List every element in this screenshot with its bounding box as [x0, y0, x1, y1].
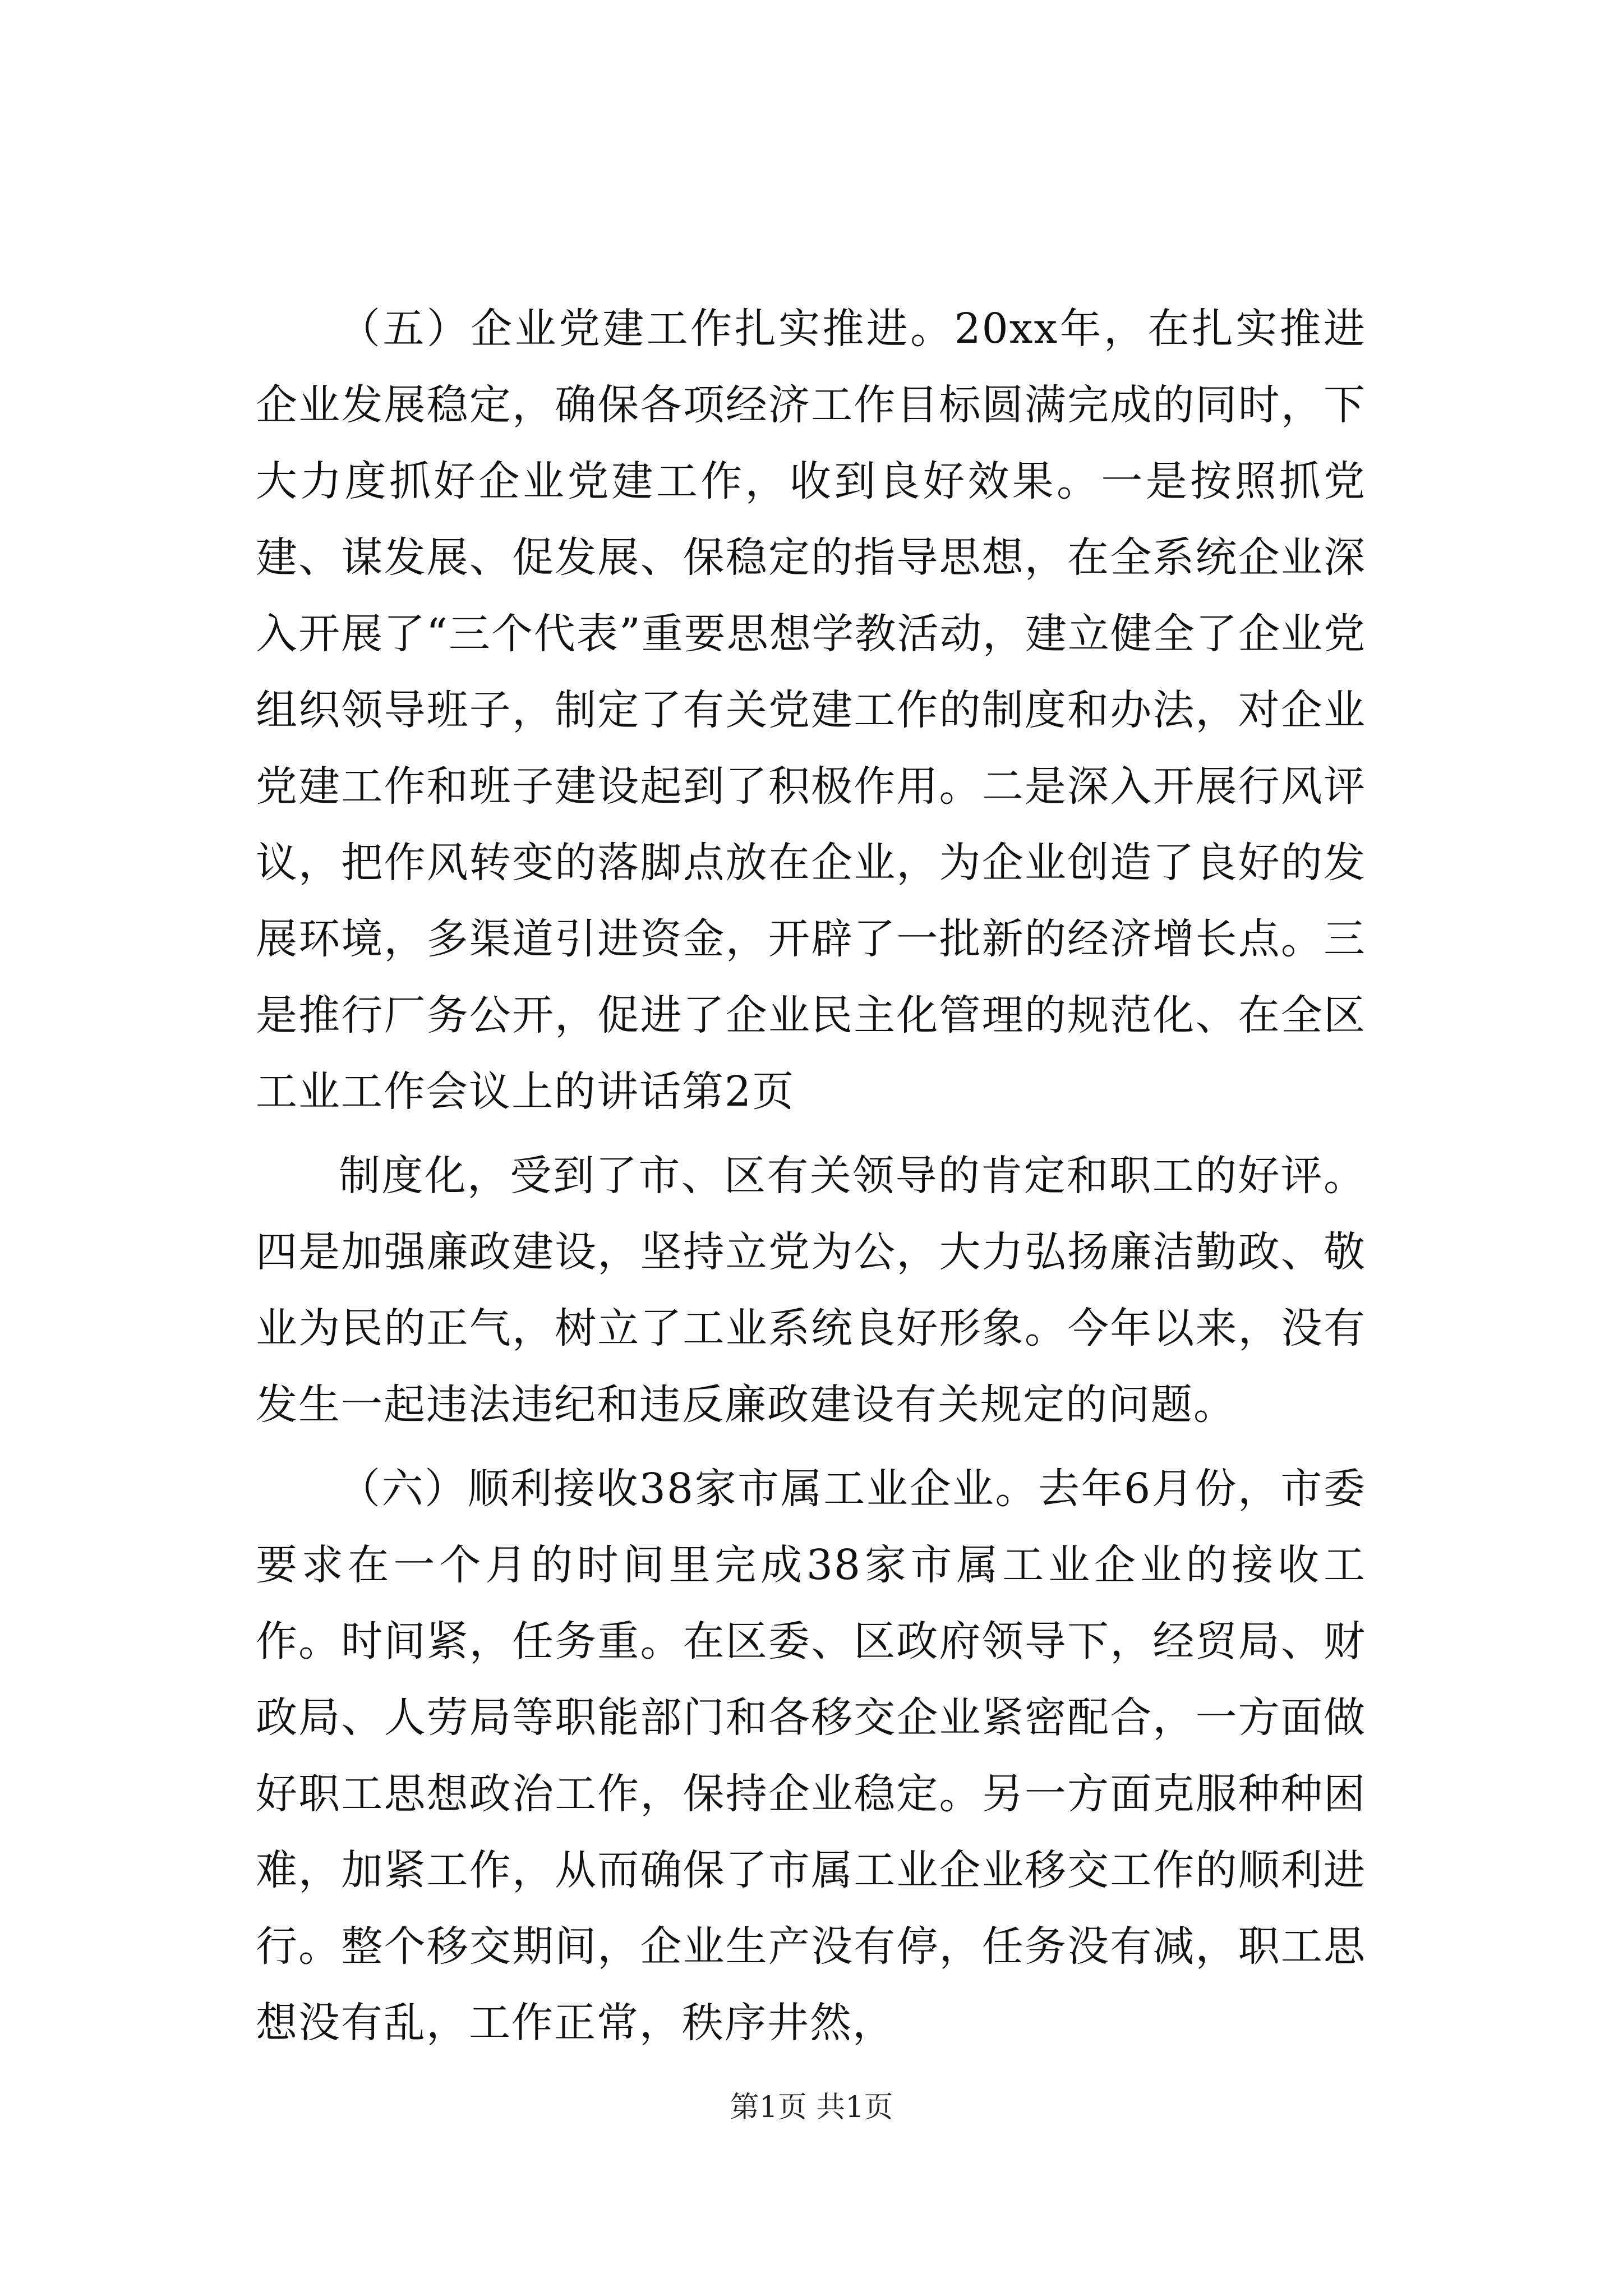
document-body [256, 291, 1366, 2061]
paragraph-integrity: 制度化，受到了市、区有关领导的肯定和职工的好评。四是加强廉政建设，坚持立党为公，大力弘扬廉洁勤政、敬业为民的正气，树立了工业系统良好形象。今年以来，没有发生一起违法违纪和违反廉政建设有关规定的问题。 [256, 1152, 1366, 1429]
page-footer: 第1页 共1页 [730, 2091, 893, 2124]
paragraph-party-building: （五）企业党建工作扎实推进。20xx年，在扎实推进企业发展稳定，确保各项经济工作目标圆满完成的同时，下大力度抓好企业党建工作，收到良好效果。一是按照抓党建、谋发展、促发展、保稳定的指导思想，在全系统企业深入开展了“三个代表”重要思想学教活动，建立健全了企业党组织领导班子，制定了有关党建工作的制度和办法，对企业党建工作和班子建设起到了积极作用。二是深入开展行风评议，把作风转变的落脚点放在企业，为企业创造了良好的发展环境，多渠道引进资金，开辟了一批新的经济增长点。三是推行厂务公开，促进了企业民主化管理的规范化、在全区工业工作会议上的讲话第2页 [256, 305, 1366, 1116]
paragraph-enterprise-takeover: （六）顺利接收38家市属工业企业。去年6月份，市委要求在一个月的时间里完成38家市属工业企业的接收工作。时间紧，任务重。在区委、区政府领导下，经贸局、财政局、人劳局等职能部门和各移交企业紧密配合，一方面做好职工思想政治工作，保持企业稳定。另一方面克服种种困难，加紧工作，从而确保了市属工业企业移交工作的顺利进行。整个移交期间，企业生产没有停，任务没有减，职工思想没有乱，工作正常，秩序井然， [256, 1465, 1366, 2047]
